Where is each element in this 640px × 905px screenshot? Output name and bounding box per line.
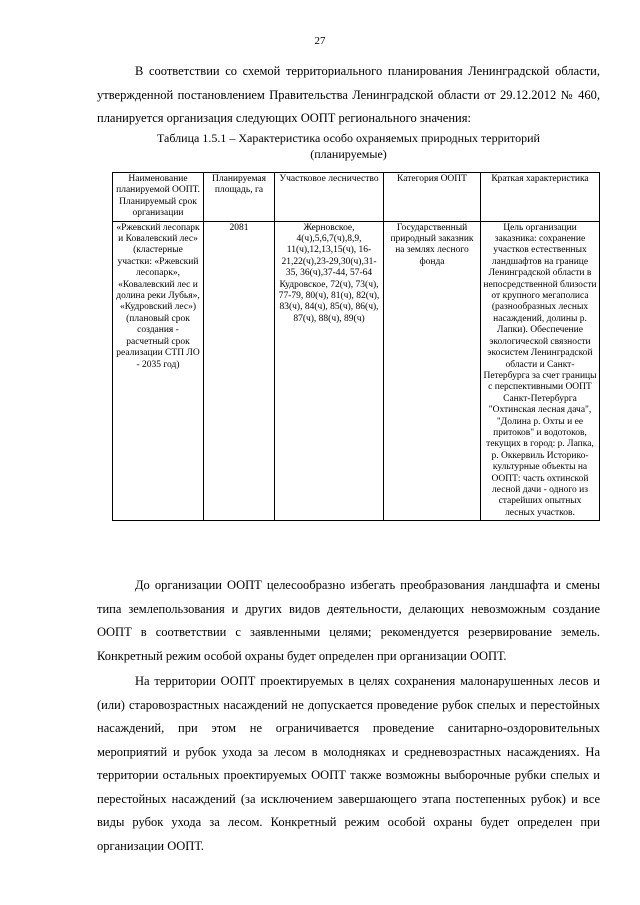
header-forestry: Участковое лесничество bbox=[275, 173, 384, 222]
page-number: 27 bbox=[314, 35, 326, 47]
header-name: Наименование планируемой ООПТ. Планируемый срок организации bbox=[113, 173, 204, 222]
table-caption bbox=[97, 130, 600, 162]
header-description: Краткая характеристика bbox=[481, 173, 600, 222]
paragraph-reservation: До организации ООПТ целесообразно избегать преобразования ландшафта и смены типа землепользования и других видов деятельности, делающих невозможным создание ООПТ в соответствии с заявленными целями; рекомендуется резервирование земель. Конкретный режим особой охраны будет определен при организации ООПТ. bbox=[97, 578, 600, 663]
cell-forestry: Жерновское, 4(ч),5,6,7(ч),8,9, 11(ч),12,13,15(ч), 16-21,22(ч),23-29,30(ч),31-35, 36(ч),37-44, 57-64 Кудровское, 72(ч), 73(ч), 77-79, 80(ч), 81(ч), 82(ч), 83(ч), 84(ч), 85(ч), 86(ч), 87(ч), 88(ч), 89(ч) bbox=[275, 221, 384, 521]
cell-description: Цель организации заказника: сохранение участков естественных ландшафтов на границе Ленинградской области в непосредственной близости от крупного мегаполиса (разнообразных лесных насаждений, долины р. Лапки). Обеспечение экологической связности экосистем Ленинградской области и Санкт-Петербурга за счет границы с перспективными ООПТ Санкт-Петербурга "Охтинская лесная дача", "Долина р. Охты и ее притоков" и водотоков, текущих в город: р. Лапка, р. Оккервиль Историко-культурные объекты на ООПТ: часть охтинской лесной дачи - одного из старейших опытных лесных участков. bbox=[481, 221, 600, 521]
cell-name: «Ржевский лесопарк и Ковалевский лес» (кластерные участки: «Ржевский лесопарк», «Ковалевский лес и долина реки Лубья», «Кудровский лес») (плановый срок создания - расчетный срок реализации СТП ЛО - 2035 год) bbox=[113, 221, 204, 521]
table-row bbox=[113, 221, 600, 521]
oopt-table bbox=[112, 172, 600, 521]
paragraph-protection-regime: На территории ООПТ проектируемых в целях сохранения малонарушенных лесов и (или) старовозрастных насаждений не допускается проведение рубок спелых и перестойных насаждений, при этом не ограничивается проведение санитарно-оздоровительных мероприятий и рубок ухода за лесом в молодняках и средневозрастных насаждениях. На территории остальных проектируемых ООПТ также возможны выборочные рубки спелых и перестойных насаждений (за исключением завершающего этапа постепенных рубок) и все виды рубок ухода за лесом. Конкретный режим особой охраны будет определен при организации ООПТ. bbox=[97, 674, 600, 853]
table-caption-title: Таблица 1.5.1 – Характеристика особо охраняемых природных территорий bbox=[157, 131, 540, 145]
header-area: Планируемая площадь, га bbox=[204, 173, 275, 222]
table-caption-subtitle: (планируемые) bbox=[310, 147, 387, 161]
header-category: Категория ООПТ bbox=[384, 173, 481, 222]
table-header-row bbox=[113, 173, 600, 222]
intro-paragraph: В соответствии со схемой территориального планирования Ленинградской области, утвержденной постановлением Правительства Ленинградской области от 29.12.2012 № 460, планируется организация следующих ООПТ регионального значения: bbox=[97, 64, 600, 125]
cell-area: 2081 bbox=[204, 221, 275, 521]
cell-category: Государственный природный заказник на землях лесного фонда bbox=[384, 221, 481, 521]
